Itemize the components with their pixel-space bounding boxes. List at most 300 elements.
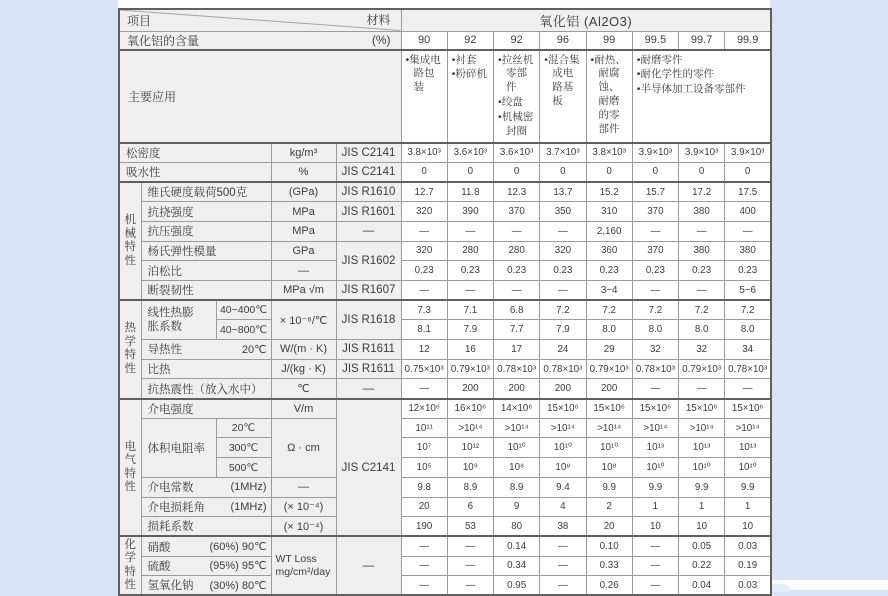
value-cell: 200 <box>494 379 540 399</box>
label-text: 硝酸 <box>147 541 171 554</box>
row-bulk-density <box>119 143 771 163</box>
value-cell: 0.78×10³ <box>632 359 678 379</box>
value-cell: 0.03 <box>725 536 771 556</box>
unit-cell-specific-heat: J/(kg · K) <box>271 359 336 379</box>
value-cell: 0.79×10³ <box>586 359 632 379</box>
application-cell <box>632 50 771 143</box>
value-cell: 8.0 <box>632 320 678 340</box>
unit-cell-thermal-conductivity: W/(m · K) <box>271 340 336 360</box>
application-cell <box>494 50 540 143</box>
application-item: •混合集成电路基板 <box>544 53 580 108</box>
value-cell: >10¹⁴ <box>494 418 540 438</box>
header-row <box>119 9 771 31</box>
value-cell: 3.9×10³ <box>725 143 771 163</box>
application-item: •耐磨零件 <box>636 53 683 66</box>
value-cell: 10¹⁰ <box>725 458 771 478</box>
value-cell: 10¹³ <box>679 438 725 458</box>
jis-standard-cell: JIS R1601 <box>336 202 401 222</box>
value-cell: 7.9 <box>447 320 493 340</box>
value-cell: — <box>401 576 447 596</box>
value-cell: 3~4 <box>586 280 632 300</box>
label-cell-dielectric-strength: 介电强度 <box>141 399 271 419</box>
label-cell-volume-resistivity-20: 体积电阻率 <box>141 418 216 477</box>
value-cell: 2 <box>586 497 632 517</box>
value-cell: 9.4 <box>540 477 586 497</box>
label-cell-thermal-shock: 抗热震性（放入水中） <box>141 379 271 399</box>
unit-cell-dielectric-strength: V/m <box>271 399 336 419</box>
unit-cell-poissons-ratio: — <box>271 261 336 281</box>
value-cell: 0.04 <box>679 576 725 596</box>
row-water-absorption <box>119 162 771 182</box>
group-char: 机 <box>124 214 136 227</box>
value-cell: 320 <box>401 241 447 261</box>
label-text: 介电常数 <box>147 482 194 495</box>
unit-cell-nitric-acid <box>271 536 336 595</box>
label-condition: (1MHz) <box>230 500 267 513</box>
application-item: •耐化学性的零件 <box>636 68 714 81</box>
value-cell: — <box>540 556 586 576</box>
group-char: 学 <box>124 335 136 348</box>
application-cell <box>586 50 632 143</box>
value-cell: 15.2 <box>586 182 632 202</box>
value-cell: 380 <box>725 241 771 261</box>
value-cell: 10⁹ <box>447 458 493 478</box>
purity-value-cell: 99 <box>586 31 632 50</box>
value-cell: 29 <box>586 340 632 360</box>
value-cell: 0.05 <box>679 536 725 556</box>
row-sodium-hydroxide <box>119 576 771 596</box>
label-flex <box>148 479 267 495</box>
value-cell: — <box>494 221 540 241</box>
purity-value-cell: 92 <box>447 31 493 50</box>
value-cell: 17 <box>494 340 540 360</box>
row-thermal-expansion-400 <box>119 300 771 320</box>
value-cell: 0.22 <box>679 556 725 576</box>
row-youngs-modulus <box>119 241 771 261</box>
label-cell-compressive-strength: 抗压强度 <box>141 221 271 241</box>
group-char: 械 <box>124 227 136 240</box>
value-cell: 3.8×10³ <box>401 143 447 163</box>
value-cell: >10¹⁴ <box>586 418 632 438</box>
value-cell: 17.5 <box>725 182 771 202</box>
value-cell: 7.7 <box>494 320 540 340</box>
value-cell: 10¹⁰ <box>586 438 632 458</box>
value-cell: 34 <box>725 340 771 360</box>
value-cell: 5~6 <box>725 280 771 300</box>
group-label-nitric-acid <box>119 536 141 595</box>
label-text: 硫酸 <box>147 560 171 573</box>
value-cell: 1 <box>632 497 678 517</box>
unit-line: mg/cm²/day <box>275 565 331 578</box>
jis-standard-cell: JIS R1618 <box>336 300 401 339</box>
value-cell: 10⁸ <box>494 458 540 478</box>
value-cell: 370 <box>632 241 678 261</box>
row-flexural-strength <box>119 202 771 222</box>
value-cell: 7.2 <box>725 300 771 320</box>
value-cell: 10¹⁰ <box>679 458 725 478</box>
value-cell: 9.9 <box>679 477 725 497</box>
value-cell: 9.8 <box>401 477 447 497</box>
applications-row <box>119 50 771 143</box>
value-cell: — <box>401 556 447 576</box>
jis-standard-cell: JIS R1602 <box>336 241 401 280</box>
value-cell: >10¹⁴ <box>632 418 678 438</box>
value-cell: 370 <box>494 202 540 222</box>
label-condition: (30%) 80℃ <box>209 579 267 592</box>
application-item: •衬套 <box>451 53 477 66</box>
value-cell: 3.9×10³ <box>632 143 678 163</box>
unit-cell-bulk-density: kg/m³ <box>271 143 336 163</box>
value-cell: 8.9 <box>494 477 540 497</box>
item-material-header-cell <box>119 9 401 31</box>
value-cell: — <box>447 221 493 241</box>
row-dielectric-strength <box>119 399 771 419</box>
value-cell: 360 <box>586 241 632 261</box>
value-cell: 8.0 <box>586 320 632 340</box>
application-item: •粉碎机 <box>451 68 487 81</box>
label-cell-poissons-ratio: 泊松比 <box>141 261 271 281</box>
purity-value-cell: 99.7 <box>679 31 725 50</box>
value-cell: 200 <box>540 379 586 399</box>
value-cell: — <box>725 221 771 241</box>
value-cell: 14×10⁶ <box>494 399 540 419</box>
value-cell: 9 <box>494 497 540 517</box>
value-cell: >10¹⁴ <box>679 418 725 438</box>
value-cell: 15×10⁶ <box>632 399 678 419</box>
value-cell: — <box>401 221 447 241</box>
group-label-dielectric-strength <box>119 399 141 537</box>
properties-table <box>118 8 772 596</box>
jis-standard-cell: JIS R1610 <box>336 182 401 202</box>
value-cell: 280 <box>447 241 493 261</box>
content-label-cell <box>119 31 401 50</box>
label-text: 介电损耗角 <box>147 501 205 514</box>
value-cell: 0 <box>494 162 540 182</box>
jis-standard-cell: — <box>336 536 401 595</box>
application-cell <box>540 50 586 143</box>
value-cell: 0.79×10³ <box>447 359 493 379</box>
group-char: 特 <box>124 565 136 578</box>
label-flex <box>148 499 267 515</box>
value-cell: 10¹² <box>447 438 493 458</box>
value-cell: 0.78×10³ <box>540 359 586 379</box>
value-cell: 15×10⁶ <box>586 399 632 419</box>
application-item: •耐热、耐腐蚀、耐磨的零部件 <box>590 53 626 135</box>
value-cell: 0.26 <box>586 576 632 596</box>
value-cell: 12.7 <box>401 182 447 202</box>
value-cell: 0.14 <box>494 536 540 556</box>
group-char: 性 <box>124 362 136 375</box>
value-cell: 0 <box>540 162 586 182</box>
sub-condition-cell: 500℃ <box>216 458 271 478</box>
label-cell-nitric-acid <box>141 536 271 556</box>
material-title-cell: 氧化铝 (Al2O3) <box>401 9 771 31</box>
diagonal-divider <box>120 10 401 31</box>
label-condition: (60%) 90℃ <box>209 541 267 553</box>
row-poissons-ratio <box>119 261 771 281</box>
label-flex <box>148 577 267 593</box>
label-cell-specific-heat: 比热 <box>141 359 271 379</box>
unit-lines <box>272 553 336 579</box>
value-cell: 15×10⁶ <box>679 399 725 419</box>
value-cell: 7.2 <box>586 300 632 320</box>
value-cell: 15×10⁶ <box>540 399 586 419</box>
value-cell: 10¹⁰ <box>540 438 586 458</box>
value-cell: 8.9 <box>447 477 493 497</box>
group-char: 学 <box>124 552 136 565</box>
unit-cell-thermal-expansion-400: × 10⁻⁶/℃ <box>271 300 336 339</box>
value-cell: 80 <box>494 517 540 537</box>
value-cell: 0 <box>632 162 678 182</box>
group-char: 气 <box>124 454 136 466</box>
value-cell: 200 <box>447 379 493 399</box>
value-cell: 10 <box>632 517 678 537</box>
value-cell: 11.8 <box>447 182 493 202</box>
unit-cell-water-absorption: % <box>271 162 336 182</box>
unit-cell-volume-resistivity-20: Ω · cm <box>271 418 336 477</box>
sub-condition-cell: 40~400℃ <box>216 300 271 320</box>
jis-standard-cell: — <box>336 221 401 241</box>
value-cell: — <box>401 280 447 300</box>
value-cell: — <box>632 379 678 399</box>
group-char: 热 <box>124 322 136 335</box>
row-vickers-hardness <box>119 182 771 202</box>
label-line: 线性热膨 <box>147 306 194 319</box>
value-cell: 10 <box>679 517 725 537</box>
label-cell-thermal-expansion-400 <box>141 300 216 339</box>
label-condition: (1MHz) <box>230 481 267 494</box>
purity-value-cell: 99.9 <box>725 31 771 50</box>
unit-cell-dielectric-loss-angle: (× 10⁻⁴) <box>271 497 336 517</box>
value-cell: 13.7 <box>540 182 586 202</box>
label-text: 氢氧化钠 <box>147 580 194 593</box>
value-cell: 320 <box>401 202 447 222</box>
value-cell: >10¹⁴ <box>725 418 771 438</box>
value-cell: 0 <box>586 162 632 182</box>
label-flex <box>148 558 267 574</box>
sub-condition-cell: 40~800℃ <box>216 320 271 340</box>
label-cell-dielectric-constant <box>141 477 271 497</box>
unit-cell-flexural-strength: MPa <box>271 202 336 222</box>
value-cell: — <box>494 280 540 300</box>
value-cell: 32 <box>679 340 725 360</box>
application-item: •拉丝机零部件 <box>498 53 534 94</box>
value-cell: 38 <box>540 517 586 537</box>
value-cell: — <box>725 379 771 399</box>
jis-standard-cell: JIS R1607 <box>336 280 401 300</box>
label-lines <box>148 306 212 335</box>
label-cell-youngs-modulus: 杨氏弹性模量 <box>141 241 271 261</box>
value-cell: — <box>447 576 493 596</box>
value-cell: 12×10⁶ <box>401 399 447 419</box>
value-cell: 400 <box>725 202 771 222</box>
unit-line: WT Loss <box>275 552 317 565</box>
value-cell: >10¹⁴ <box>540 418 586 438</box>
value-cell: 7.9 <box>540 320 586 340</box>
value-cell: — <box>401 536 447 556</box>
unit-cell-fracture-toughness: MPa √m <box>271 280 336 300</box>
unit-cell-dielectric-constant: — <box>271 477 336 497</box>
value-cell: 7.2 <box>632 300 678 320</box>
value-cell: — <box>632 556 678 576</box>
value-cell: 8.0 <box>725 320 771 340</box>
applications-label-cell: 主要应用 <box>119 50 401 143</box>
unit-cell-thermal-shock: ℃ <box>271 379 336 399</box>
row-dielectric-constant <box>119 477 771 497</box>
jis-standard-cell: — <box>336 379 401 399</box>
value-cell: — <box>401 379 447 399</box>
value-cell: 390 <box>447 202 493 222</box>
row-compressive-strength <box>119 221 771 241</box>
label-cell-water-absorption: 吸水性 <box>119 162 271 182</box>
value-cell: 0.95 <box>494 576 540 596</box>
value-cell: 16 <box>447 340 493 360</box>
value-cell: 0.78×10³ <box>494 359 540 379</box>
row-thermal-conductivity <box>119 340 771 360</box>
value-cell: — <box>679 280 725 300</box>
value-cell: 9.9 <box>725 477 771 497</box>
content-label-flex <box>120 32 401 49</box>
value-cell: 0 <box>679 162 725 182</box>
label-text: 导热性 <box>147 344 182 357</box>
value-cell: 15×10⁶ <box>725 399 771 419</box>
value-cell: 6.8 <box>494 300 540 320</box>
purity-value-cell: 99.5 <box>632 31 678 50</box>
value-cell: 0.23 <box>679 261 725 281</box>
label-cell-sulfuric-acid <box>141 556 271 576</box>
application-item: •半导体加工设备零部件 <box>636 83 746 96</box>
value-cell: 0.78×10³ <box>725 359 771 379</box>
sub-condition-cell: 300℃ <box>216 438 271 458</box>
value-cell: 0.23 <box>632 261 678 281</box>
value-cell: >10¹⁴ <box>447 418 493 438</box>
value-cell: 320 <box>540 241 586 261</box>
value-cell: 1 <box>725 497 771 517</box>
value-cell: 7.3 <box>401 300 447 320</box>
table-body <box>119 9 771 595</box>
row-volume-resistivity-500 <box>119 458 771 478</box>
value-cell: — <box>679 221 725 241</box>
value-cell: — <box>632 576 678 596</box>
value-cell: 1 <box>679 497 725 517</box>
group-char: 化 <box>124 538 136 551</box>
row-nitric-acid <box>119 536 771 556</box>
top-white-strip <box>118 0 770 8</box>
row-volume-resistivity-20 <box>119 418 771 438</box>
label-flex <box>148 341 267 357</box>
value-cell: 7.2 <box>679 300 725 320</box>
value-cell: 0.23 <box>401 261 447 281</box>
value-cell: 12.3 <box>494 182 540 202</box>
value-cell: 20 <box>586 517 632 537</box>
value-cell: 3.8×10³ <box>586 143 632 163</box>
group-char: 性 <box>124 254 136 267</box>
value-cell: — <box>540 536 586 556</box>
row-dielectric-loss-angle <box>119 497 771 517</box>
value-cell: 9.9 <box>586 477 632 497</box>
value-cell: 0.23 <box>586 261 632 281</box>
table-container <box>118 8 770 596</box>
value-cell: 380 <box>679 241 725 261</box>
value-cell: — <box>632 221 678 241</box>
value-cell: 10⁷ <box>401 438 447 458</box>
jis-standard-cell: JIS R1611 <box>336 340 401 360</box>
jis-standard-cell: JIS C2141 <box>336 162 401 182</box>
value-cell: 0.19 <box>725 556 771 576</box>
group-char: 性 <box>124 579 136 592</box>
unit-cell-loss-factor: (× 10⁻⁴) <box>271 517 336 537</box>
value-cell: 53 <box>447 517 493 537</box>
value-cell: — <box>447 536 493 556</box>
jis-standard-cell: JIS R1611 <box>336 359 401 379</box>
value-cell: 0.23 <box>725 261 771 281</box>
purity-row <box>119 31 771 50</box>
application-cell <box>401 50 447 143</box>
value-cell: 280 <box>494 241 540 261</box>
label-cell-sodium-hydroxide <box>141 576 271 596</box>
value-cell: 3.6×10³ <box>494 143 540 163</box>
value-cell: 7.2 <box>540 300 586 320</box>
jis-standard-cell: JIS C2141 <box>336 143 401 163</box>
value-cell: 24 <box>540 340 586 360</box>
row-volume-resistivity-300 <box>119 438 771 458</box>
row-thermal-shock <box>119 379 771 399</box>
label-cell-bulk-density: 松密度 <box>119 143 271 163</box>
label-cell-fracture-toughness: 断裂韧性 <box>141 280 271 300</box>
application-item: •集成电路包装 <box>405 53 441 94</box>
value-cell: 0.34 <box>494 556 540 576</box>
value-cell: 190 <box>401 517 447 537</box>
value-cell: 3.7×10³ <box>540 143 586 163</box>
value-cell: 0 <box>447 162 493 182</box>
value-cell: — <box>540 576 586 596</box>
value-cell: 6 <box>447 497 493 517</box>
value-cell: 0.23 <box>494 261 540 281</box>
application-item: •机械密封圈 <box>498 110 534 137</box>
value-cell: 0 <box>725 162 771 182</box>
value-cell: 0.79×10³ <box>679 359 725 379</box>
value-cell: — <box>632 536 678 556</box>
application-cell <box>447 50 493 143</box>
value-cell: 8.1 <box>401 320 447 340</box>
unit-cell-youngs-modulus: GPa <box>271 241 336 261</box>
value-cell: 0.75×10³ <box>401 359 447 379</box>
purity-value-cell: 96 <box>540 31 586 50</box>
value-cell: 10¹⁰ <box>632 458 678 478</box>
value-cell: — <box>540 280 586 300</box>
value-cell: 0.10 <box>586 536 632 556</box>
value-cell: 370 <box>632 202 678 222</box>
value-cell: — <box>447 556 493 576</box>
value-cell: 10¹³ <box>725 438 771 458</box>
material-header-label: 材料 <box>366 13 391 27</box>
group-char: 性 <box>124 481 136 493</box>
label-condition: 20℃ <box>241 343 267 356</box>
value-cell: 4 <box>540 497 586 517</box>
label-line: 胀系数 <box>147 321 182 334</box>
row-thermal-expansion-800 <box>119 320 771 340</box>
row-loss-factor <box>119 517 771 537</box>
value-cell: 310 <box>586 202 632 222</box>
value-cell: 10¹³ <box>632 438 678 458</box>
label-condition: (95%) 95℃ <box>209 560 267 573</box>
value-cell: 17.2 <box>679 182 725 202</box>
item-header-label: 项目 <box>127 13 152 28</box>
value-cell: — <box>632 280 678 300</box>
value-cell: 10 <box>725 517 771 537</box>
label-flex <box>148 539 267 555</box>
value-cell: 3.6×10³ <box>447 143 493 163</box>
